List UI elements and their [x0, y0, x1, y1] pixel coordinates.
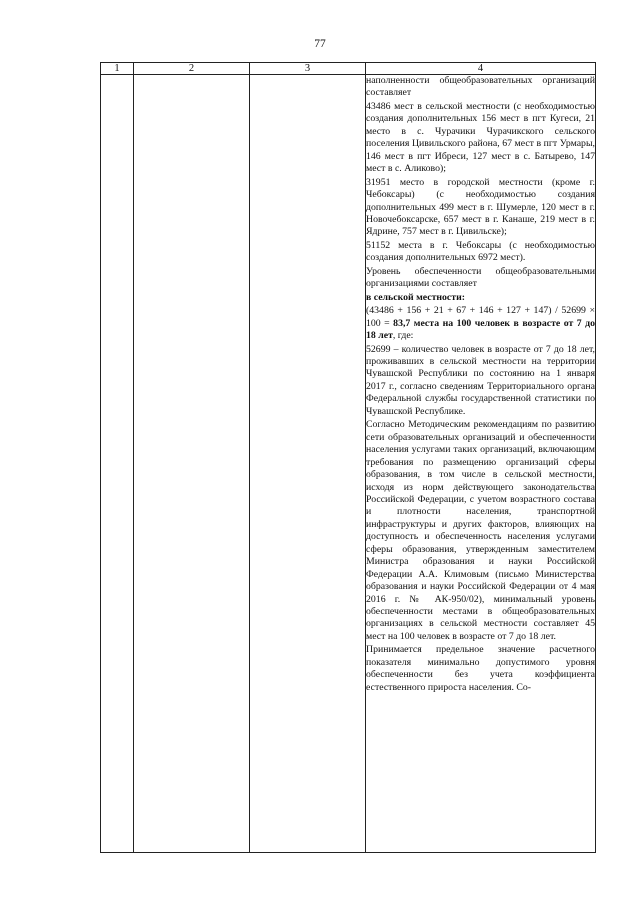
table-header-row — [101, 63, 596, 75]
column-header-3: 3 — [250, 63, 366, 75]
paragraph-rural-heading: в сельской местности: — [366, 291, 466, 303]
cell-column-1 — [101, 75, 134, 853]
page-number: 77 — [314, 38, 326, 50]
column-header-4: 4 — [366, 63, 596, 75]
column-header-1: 1 — [101, 63, 134, 75]
formula-expression: (43486 + 156 + 21 + 67 + 146 + 127 + 147) / 52699 × 100 = — [366, 305, 595, 329]
formula-where: , где: — [392, 330, 414, 342]
formula-result: 83,7 места на 100 человек в возрасте от 7 до 18 лет — [366, 317, 595, 342]
paragraph-methodology: Согласно Методическим рекомендациям по развитию сети образовательных организаций и обеспеченности населения услугами таких организаций, включающим требования по размещению организаций сферы образования, в том числе в сельской местности, исходя из норм действующего законодательства Российской Федерации, с учетом возрастного состава и плотности населения, транспортной инфраструктуры и других факторов, влияющих на доступность и обеспеченность населения услугами сферы образования, утвержденным заместителем Министра образования и науки Российской Федерации А.А. Климовым (письмо Министерства образования и науки Российской Федерации от 4 мая 2016 г. № АК-950/02), минимальный уровень обеспеченности местами в общеобразовательных организациях в сельской местности составляет 45 мест на 100 человек в возрасте от 7 до 18 лет. — [366, 419, 595, 642]
paragraph-provision-level-intro: Уровень обеспеченности общеобразовательными организациями составляет — [366, 265, 595, 290]
table-row — [101, 75, 596, 853]
paragraph-occupancy-intro: наполненности общеобразовательных организаций составляет — [366, 75, 595, 99]
paragraph-limit-value: Принимается предельное значение расчетного показателя минимально допустимого уровня обеспеченности без учета коэффициента естественного прироста населения. Со- — [366, 644, 595, 693]
paragraph-population-note: 52699 – количество человек в возрасте от 7 до 18 лет, проживавших в сельской местности на территории Чувашской Республики по состоянию на 1 января 2017 г., согласно сведениям Территориального органа Федеральной службы государственной статистики по Чувашской Республике. — [366, 343, 595, 417]
document-table — [100, 62, 596, 853]
cell-column-4 — [366, 75, 596, 853]
cell-column-3 — [250, 75, 366, 853]
paragraph-cheboksary-places: 51152 места в г. Чебоксары (с необходимостью создания дополнительных 6972 мест). — [366, 239, 595, 264]
paragraph-urban-places: 31951 место в городской местности (кроме г. Чебоксары) (с необходимостью создания дополнительных 499 мест в г. Шумерле, 120 мест в г. Новочебоксарске, 657 мест в г. Канаше, 219 мест в г. Ядрине, 757 мест в г. Цивильске); — [366, 176, 595, 238]
column-header-2: 2 — [134, 63, 250, 75]
paragraph-rural-places: 43486 мест в сельской местности (с необходимостью создания дополнительных 156 мест в пгт Кугеси, 21 место в с. Чурачики Чурачикского сельского поселения Цивильского района, 67 мест в пгт Урмары, 146 мест в пгт Ибреси, 127 мест в с. Батырево, 147 мест в с. Аликово); — [366, 100, 595, 175]
cell-column-2 — [134, 75, 250, 853]
paragraph-formula — [366, 305, 595, 342]
